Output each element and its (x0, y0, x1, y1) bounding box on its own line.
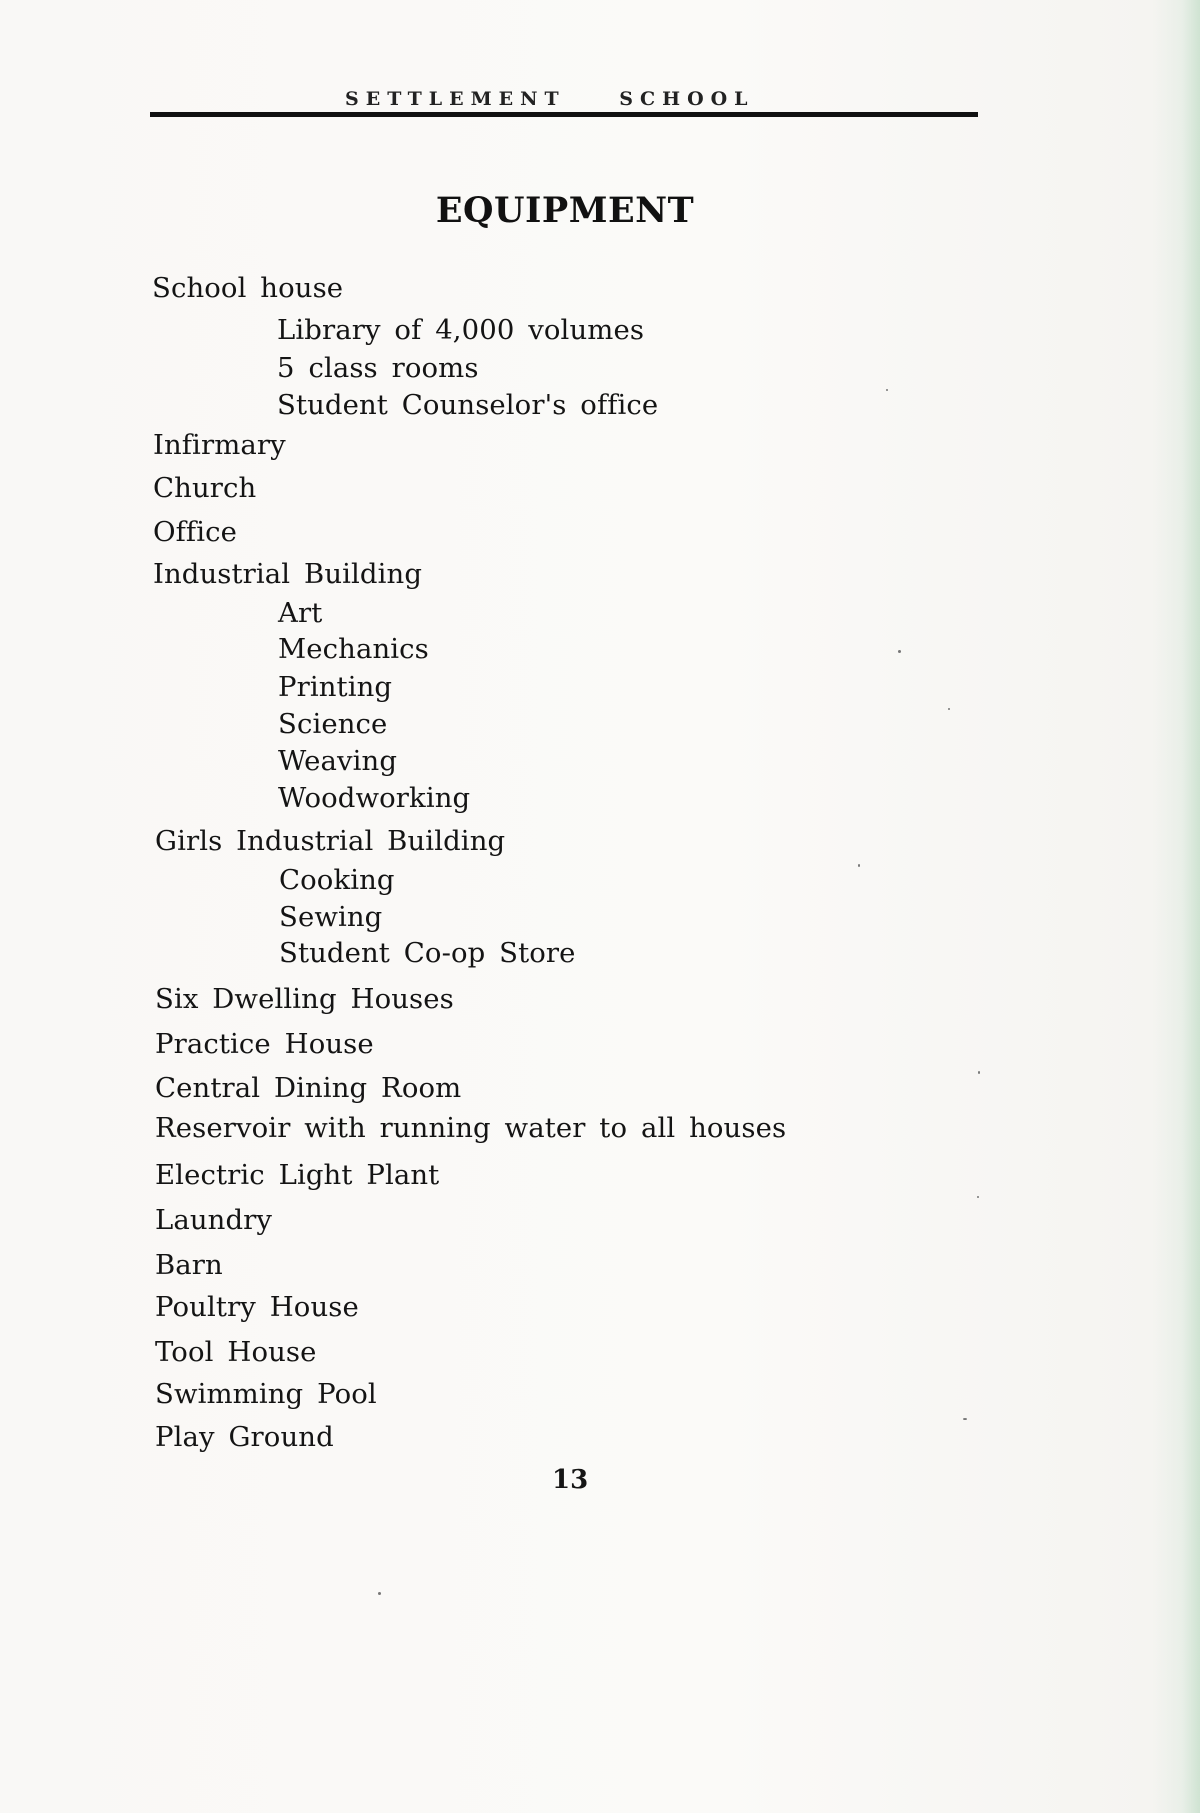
list-sub-item: Art (278, 597, 323, 629)
list-sub-item: 5 class rooms (277, 352, 479, 384)
list-sub-item: Sewing (279, 901, 383, 933)
list-item: Practice House (155, 1028, 374, 1060)
list-sub-item: Cooking (279, 864, 395, 896)
paper-speck (948, 708, 950, 710)
list-item: Barn (155, 1249, 223, 1281)
list-item: Central Dining Room (155, 1072, 462, 1104)
list-item: Girls Industrial Building (155, 825, 506, 857)
page-title: EQUIPMENT (435, 190, 695, 231)
list-item: Infirmary (153, 429, 286, 461)
list-item: Electric Light Plant (155, 1159, 440, 1191)
paper-speck (858, 864, 860, 867)
list-item: Swimming Pool (155, 1378, 377, 1410)
list-item: Church (153, 472, 257, 504)
list-item: Play Ground (155, 1421, 334, 1453)
paper-speck (977, 1196, 979, 1198)
list-sub-item: Library of 4,000 volumes (277, 314, 645, 346)
list-item: Office (153, 516, 237, 548)
list-item: Poultry House (155, 1291, 359, 1323)
paper-speck (898, 650, 901, 653)
list-item: Tool House (155, 1336, 317, 1368)
list-item: School house (152, 272, 344, 304)
list-sub-item: Science (278, 708, 388, 740)
paper-speck (963, 1418, 967, 1420)
list-sub-item: Woodworking (278, 782, 471, 814)
list-sub-item: Student Counselor's office (277, 389, 659, 421)
list-sub-item: Mechanics (278, 633, 429, 665)
paper-speck (978, 1071, 980, 1074)
page-number: 13 (552, 1465, 589, 1495)
list-item: Industrial Building (153, 558, 423, 590)
list-item: Reservoir with running water to all houses (155, 1112, 787, 1144)
list-sub-item: Weaving (278, 745, 398, 777)
running-head: SETTLEMENT SCHOOL (345, 88, 755, 110)
list-sub-item: Printing (278, 671, 393, 703)
paper-speck (886, 389, 888, 391)
list-sub-item: Student Co-op Store (279, 937, 576, 969)
list-item: Six Dwelling Houses (155, 983, 454, 1015)
paper-speck (378, 1592, 381, 1595)
list-item: Laundry (155, 1204, 273, 1236)
